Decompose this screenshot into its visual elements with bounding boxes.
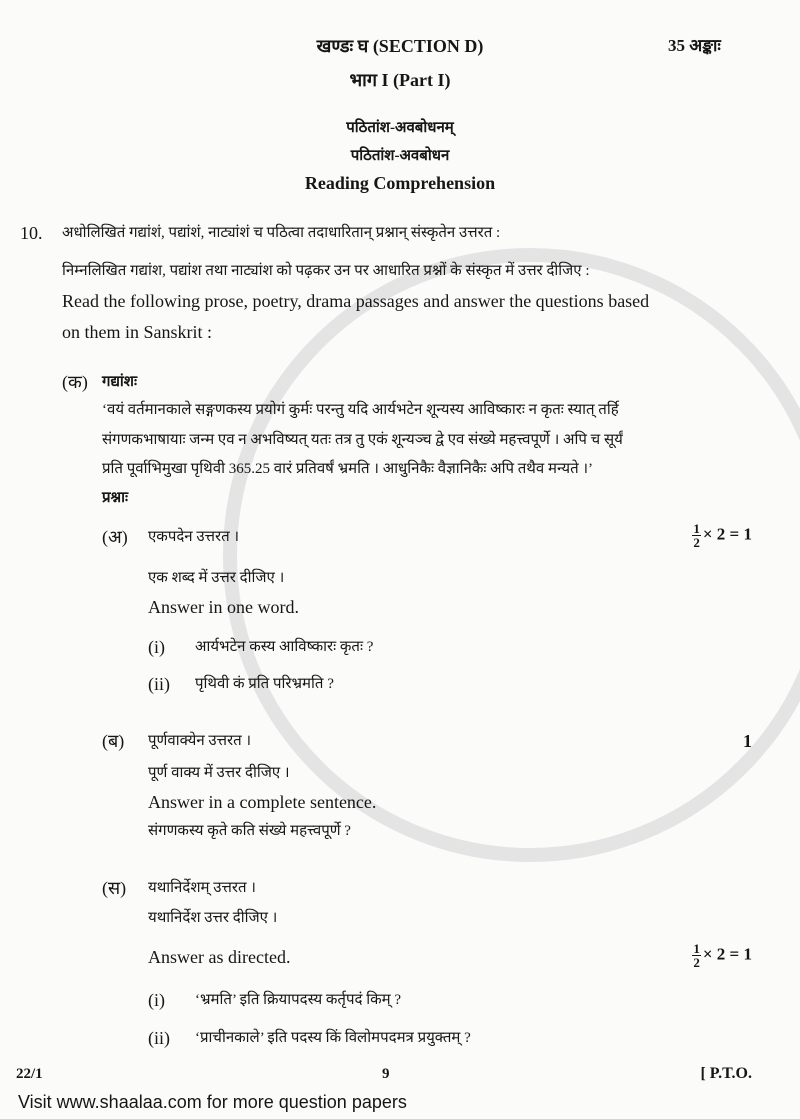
watermark-circle [230,255,800,855]
passage-heading: गद्यांशः [102,374,138,390]
part-a-item-text: आर्यभटेन कस्य आविष्कारः कृतः ? [195,639,374,655]
part-c-item-num: (ii) [148,1028,170,1048]
part-a-item-num: (ii) [148,674,170,694]
part-c-marks: $\frac{1}{2}$ × 2 = 1 [693,941,752,970]
part-c-instruction-hindi: यथानिर्देश उत्तर दीजिए । [148,910,278,926]
passage-line: प्रति पूर्वाभिमुखा पृथिवी 365.25 वारं प्रतिवर्षं भ्रमति । आधुनिकैः वैज्ञानिकैः अपि तथैव मन्यते ।’ [102,461,594,477]
questions-heading: प्रश्नाः [102,490,129,506]
passage-label: (क) [62,372,88,392]
part-a-instruction-english: Answer in one word. [148,597,299,617]
page-number: 9 [382,1066,390,1082]
part-a-instruction-hindi: एक शब्द में उत्तर दीजिए । [148,570,285,586]
part-a-instruction-sanskrit: एकपदेन उत्तरत । [148,529,240,545]
part-b-question: संगणकस्य कृते कति संख्ये महत्त्वपूर्णे ? [148,823,351,839]
part-c-item-num: (i) [148,990,165,1010]
part-c-item-text: ‘भ्रमति’ इति क्रियापदस्य कर्तृपदं किम् ? [195,992,401,1008]
part-b-instruction-sanskrit: पूर्णवाक्येन उत्तरत । [148,733,252,749]
instruction-english: Read the following prose, poetry, drama passages and answer the questions based [62,291,650,311]
instruction-sanskrit: अधोलिखितं गद्यांशं, पद्यांशं, नाट्यांशं च पठित्वा तदाधारितान् प्रश्नान् संस्कृतेन उत्तरत : [62,225,501,241]
part-b-instruction-english: Answer in a complete sentence. [148,792,377,812]
question-number: 10. [20,223,43,243]
part-b-label: (ब) [102,731,125,751]
part-c-instruction-english: Answer as directed. [148,947,291,967]
visit-link[interactable]: Visit www.shaalaa.com for more question papers [18,1092,407,1112]
part-b-instruction-hindi: पूर्ण वाक्य में उत्तर दीजिए । [148,765,290,781]
passage-line: संगणकभाषायाः जन्म एव न अभविष्यत् यतः तत्र तु एकं शून्यञ्च द्वे एव संख्ये महत्त्वपूर्णे । अपि च सूर्यं [102,432,623,448]
instruction-hindi: निम्नलिखित गद्यांश, पद्यांश तथा नाट्यांश को पढ़कर उन पर आधारित प्रश्नों के संस्कृत में उत्तर दीजिए : [62,263,590,279]
part-a-item-text: पृथिवी कं प्रति परिभ्रमति ? [195,676,334,692]
title-hindi: पठितांश-अवबोधन [350,148,450,164]
title-sanskrit: पठितांश-अवबोधनम् [346,120,454,136]
part-b-marks: 1 [743,731,752,751]
part-c-instruction-sanskrit: यथानिर्देशम् उत्तरत । [148,880,256,896]
part-c-item-text: ‘प्राचीनकाले’ इति पदस्य किं विलोमपदमत्र प्रयुक्तम् ? [195,1030,471,1046]
part-a-label: (अ) [102,527,128,547]
part-heading: भाग I (Part I) [349,70,451,90]
instruction-english-cont: on them in Sanskrit : [62,322,212,342]
part-c-label: (स) [102,878,127,898]
section-heading: खण्डः घ (SECTION D) [316,36,484,56]
total-marks: 35 अङ्काः [668,36,721,55]
paper-code: 22/1 [16,1066,43,1082]
pto-label: [ P.T.O. [700,1065,752,1082]
part-a-item-num: (i) [148,637,165,657]
part-a-marks: $\frac{1}{2}$ × 2 = 1 [693,521,752,550]
passage-line: ‘वयं वर्तमानकाले सङ्गणकस्य प्रयोगं कुर्मः परन्तु यदि आर्यभटेन शून्यस्य आविष्कारः न कृतः स्यात् तर्हि [102,402,619,418]
title-english: Reading Comprehension [304,173,496,193]
